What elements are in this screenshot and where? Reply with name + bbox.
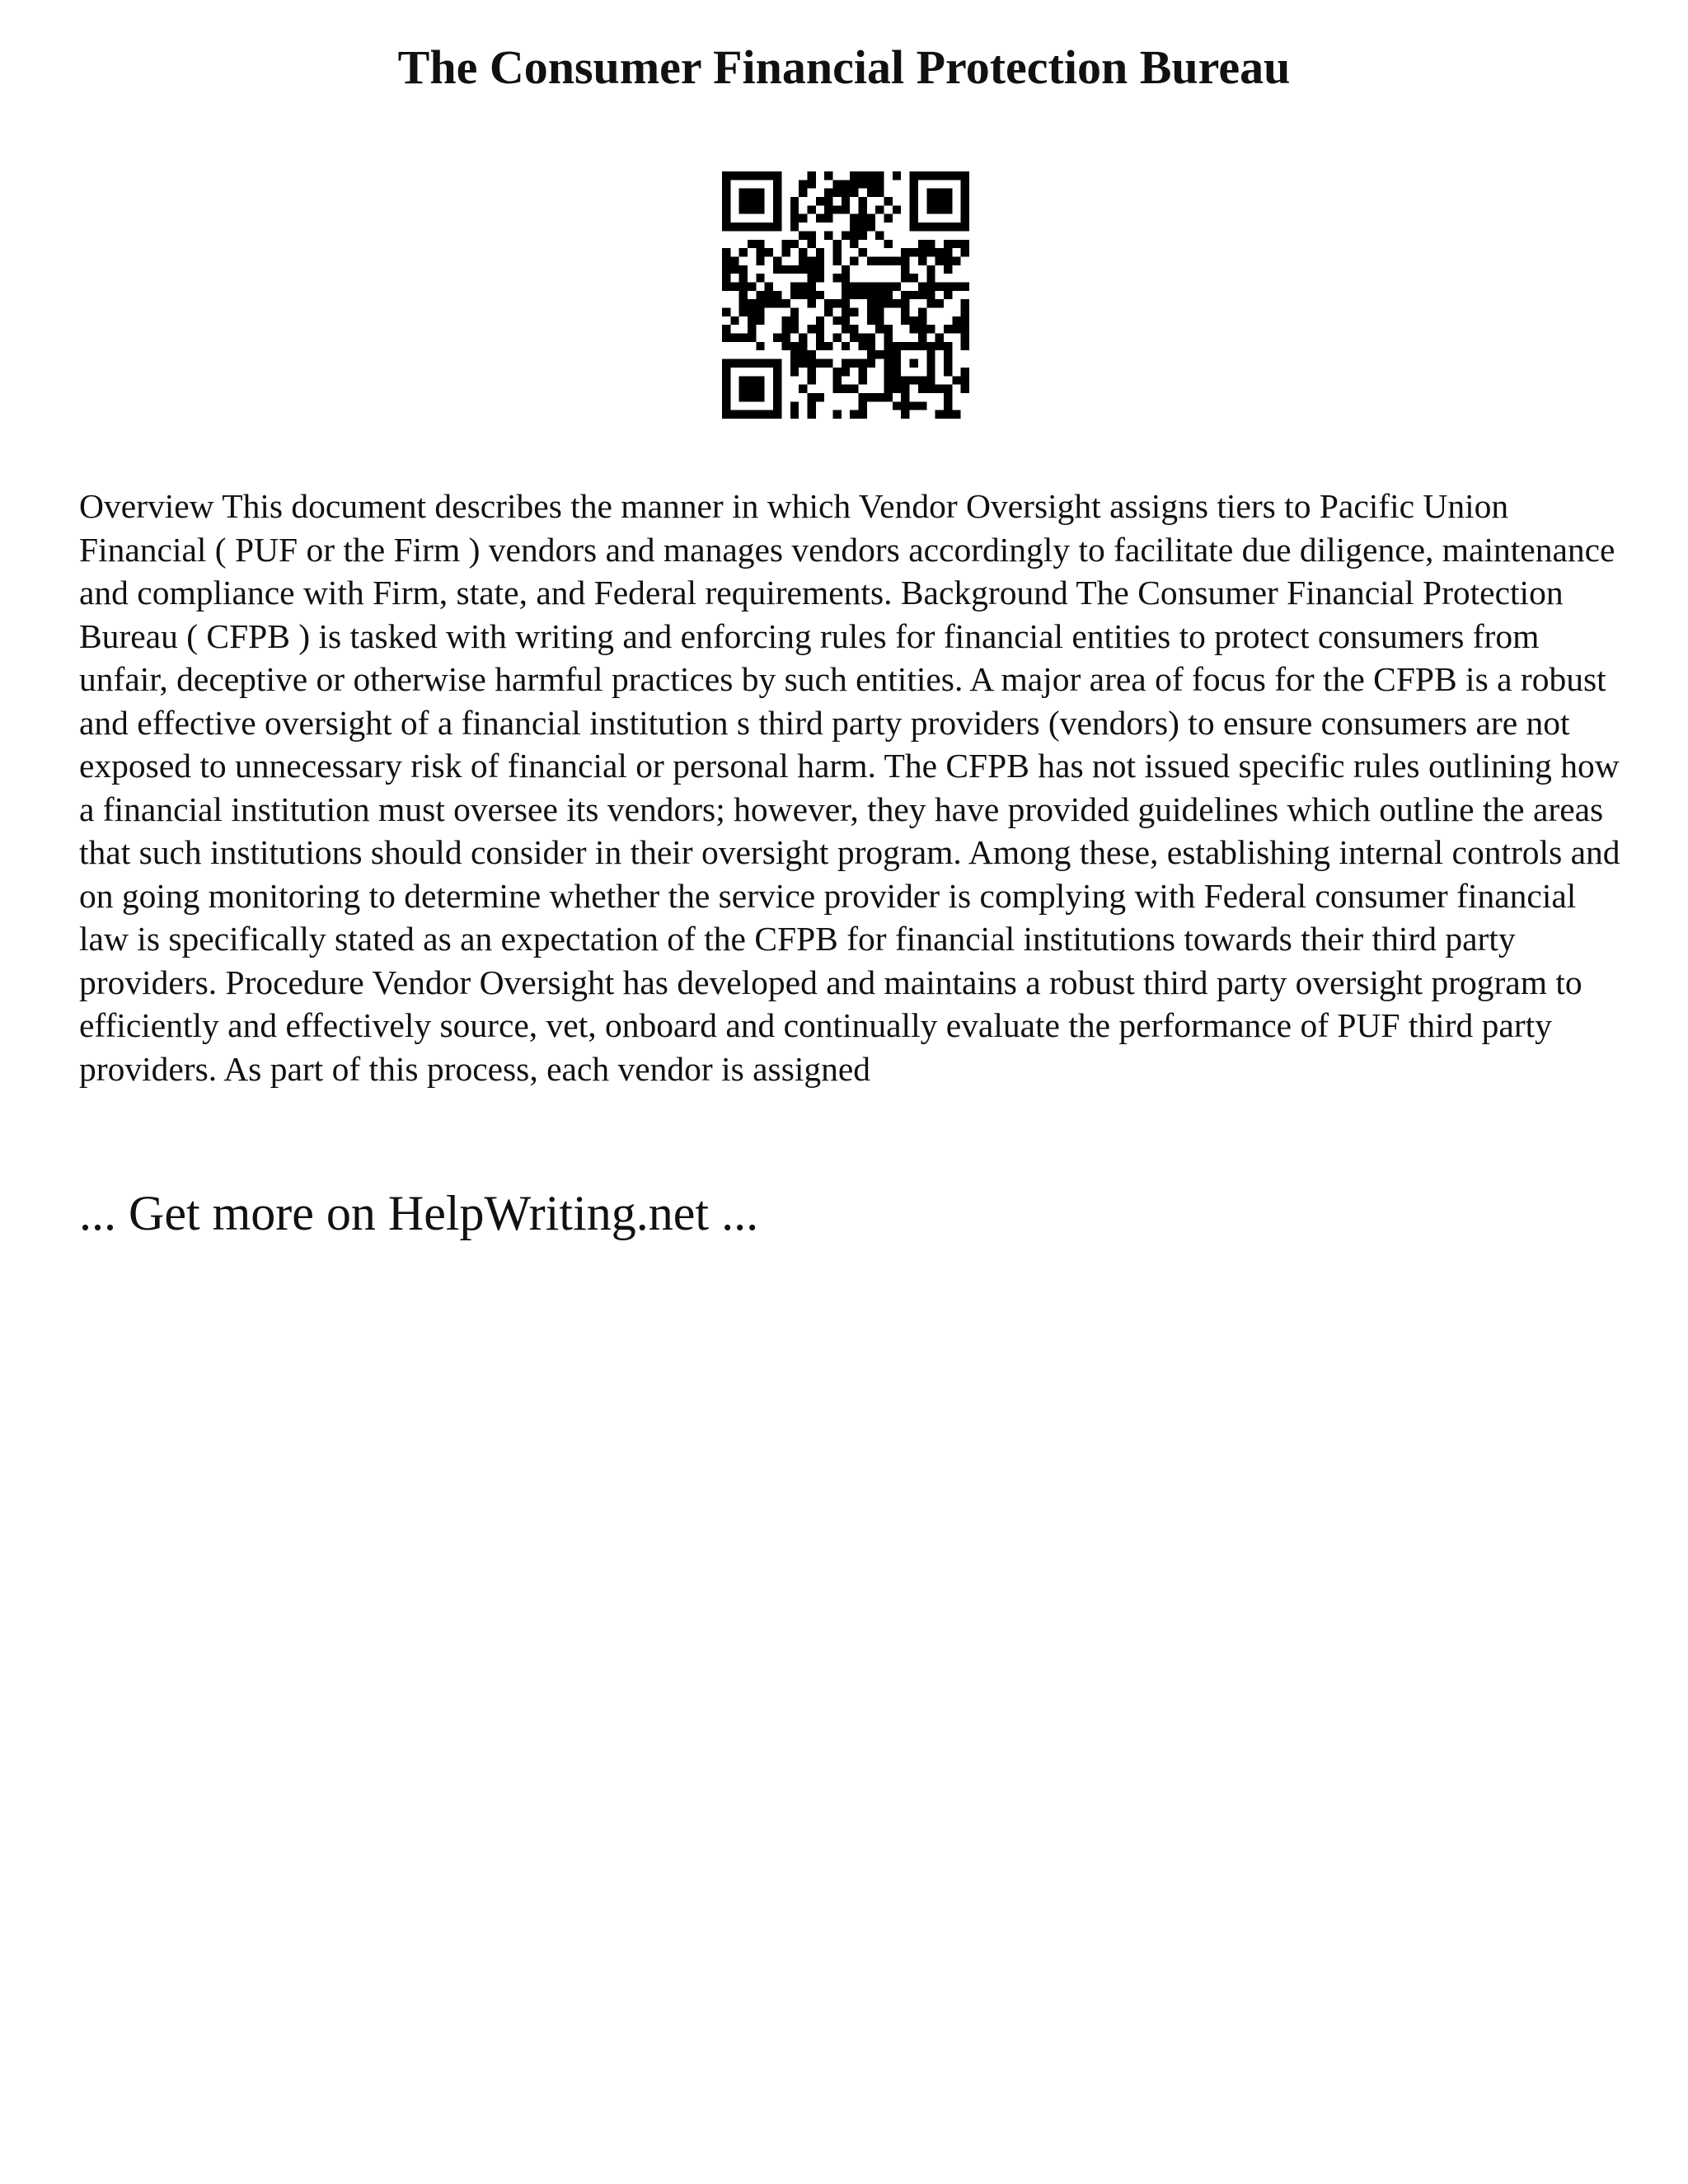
get-more-link[interactable]: ... Get more on HelpWriting.net ... [79,1186,759,1240]
qr-code-icon[interactable] [722,171,969,419]
body-text: Overview This document describes the manner in which Vendor Oversight assigns tiers to Pacific Union Financial ( PUF or the Firm ) vendors and manages vendors accordingly to facilitate due diligence, maintenance and compliance with Firm, state, and Federal requirements. Background The Consumer Financial Protection Bureau ( CFPB ) is tasked with writing and enforcing rules for financial entities to protect consumers from unfair, deceptive or otherwise harmful practices by such entities. A major area of focus for the CFPB is a robust and effective oversight of a financial institution s third party providers (vendors) to ensure consumers are not exposed to unnecessary risk of financial or personal harm. The CFPB has not issued specific rules outlining how a financial institution must oversee its vendors; however, they have provided guidelines which outline the areas that such institutions should consider in their oversight program. Among these, establishing internal controls and on going monitoring to determine whether the service provider is complying with Federal consumer financial law is specifically stated as an expectation of the CFPB for financial institutions towards their third party providers. Procedure Vendor Oversight has developed and maintains a robust third party oversight program to efficiently and effectively source, vet, onboard and continually evaluate the performance of PUF third party providers. As part of this process, each vendor is assigned [79,487,1620,1088]
page-title: The Consumer Financial Protection Bureau [397,40,1291,94]
